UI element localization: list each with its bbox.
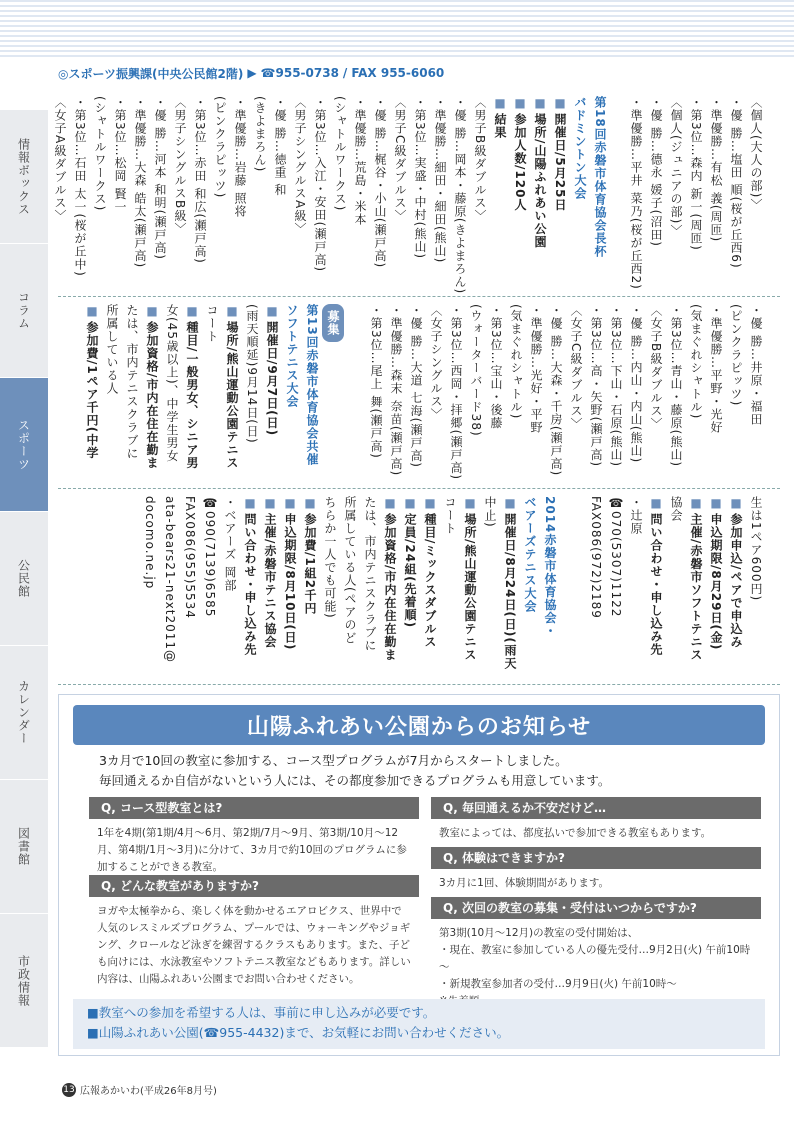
text-line: 〈男子C級ダブルス〉 xyxy=(393,96,407,223)
text-line: ・優 勝…梶谷・小山(瀬戸高) xyxy=(373,96,387,269)
divider xyxy=(58,488,780,489)
text-line: (シャトルワークス) xyxy=(333,96,347,212)
qa-worry xyxy=(431,797,761,842)
question-heading: Q, どんな教室がありますか? xyxy=(89,875,419,897)
notice-title: 山陽ふれあい公園からのお知らせ xyxy=(73,705,765,745)
text-line: (ピンクラピッツ) xyxy=(213,96,227,199)
text-line: ☎070(5307)1122 xyxy=(609,496,623,618)
tab-city-info[interactable]: 市政情報 xyxy=(0,914,48,1048)
text-line: ■ 参加資格/市内在住在勤ま xyxy=(380,496,400,678)
text-line: ☎090(7139)6585 xyxy=(203,496,217,618)
footnote-line: ■教室への参加を希望する人は、事前に申し込みが必要です。 xyxy=(87,1005,436,1020)
text-line: ・優 勝…大道 七海(瀬戸高) xyxy=(409,304,423,468)
text-line: ■ 参加費/1ペア千円(中学 xyxy=(82,304,102,484)
text-line: 中止) xyxy=(483,496,497,528)
separator: / xyxy=(342,66,348,80)
text-line: コート xyxy=(205,304,219,343)
answer-text: 第3期(10月～12月)の教室の受付開始は、 xyxy=(439,927,639,939)
text-line: ■ 参加費/1組2千円 xyxy=(300,496,320,678)
text-line: (気まぐれシャトル) xyxy=(689,304,703,420)
divider xyxy=(58,684,780,685)
event-title: 2014赤磐市体育協会・ xyxy=(543,496,557,638)
text-line: ・準優勝…大森 皓太(瀬戸高) xyxy=(133,96,147,269)
text-line: ■ 問い合わせ・申し込み先 xyxy=(646,496,666,678)
text-line: ・優 勝…内山・内山(熊山) xyxy=(629,304,643,464)
text-line: ■ 開催日/9月7日(日) xyxy=(262,304,282,484)
text-line: ■ 参加申込/ペアで申込み xyxy=(726,496,746,678)
text-line: ・準優勝…光好・平野 xyxy=(529,304,543,434)
text-line: ■ 場所/熊山運動公園テニス xyxy=(460,496,480,678)
text-line: ・優 勝…井原・福田 xyxy=(749,304,763,426)
text-line: (ピンクラピッツ) xyxy=(729,304,743,407)
text-line: ata-bears21-next2011@ xyxy=(163,496,177,664)
text-line: ■ 定員/24組(先着順) xyxy=(400,496,420,678)
text-line: ・優 勝…河本 和明(瀬戸高) xyxy=(153,96,167,260)
question-heading: Q, 次回の教室の募集・受付はいつからですか? xyxy=(431,897,761,919)
text-line: ・第3位…森内 新一(周匝) xyxy=(689,96,703,251)
event-title: 第13回赤磐市体育協会共催 xyxy=(305,304,319,466)
event-title: バドミントン大会 xyxy=(573,96,587,200)
notice-intro xyxy=(99,751,759,791)
text-line: 所属している人 xyxy=(105,304,119,395)
side-tabs xyxy=(0,110,48,1048)
text-line: ■ 場所/熊山運動公園テニス xyxy=(222,304,242,484)
text-line: 〈女子A級ダブルス〉 xyxy=(53,96,67,223)
text-line: FAX086(955)5534 xyxy=(183,496,197,619)
text-line: ・優 勝…塩田 順(桜が丘西6) xyxy=(729,96,743,269)
answer-text: 3カ月に1回、体験期間があります。 xyxy=(439,877,610,889)
text-line: ・ベアーズ 岡部 xyxy=(223,496,237,592)
softtennis-column xyxy=(82,304,344,484)
tab-column[interactable]: コラム xyxy=(0,244,48,378)
publication-name: 広報あかいわ(平成26年8月号) xyxy=(80,1086,217,1097)
answer-text: ヨガや太極拳から、楽しく体を動かせるエアロビクス、世界中で人気のレスミルズプログラム、プールでは、ウォーキングやジョギング、クロールなど泳ぎを練習するクラスもあります。また、子ども向けには、水泳教室やソフトテニス教室などもあります。詳しい内容は、山陽ふれあい公園までお問い合わせください。 xyxy=(97,905,411,985)
qa-next-term xyxy=(431,897,761,1010)
text-line: ■ 種目/ミックスダブルス xyxy=(420,496,440,678)
text-line: 〈個人(大人の部)〉 xyxy=(749,96,763,212)
text-line: ・第3位…実盛・中村(熊山) xyxy=(413,96,427,259)
text-line: 〈男子シングルスB級〉 xyxy=(173,96,187,236)
results-column-middle xyxy=(366,304,766,484)
text-line: ・準優勝…平井 菜乃(桜が丘西2) xyxy=(629,96,643,290)
text-line: 〈女子シングルス〉 xyxy=(429,304,443,421)
badminton-column xyxy=(50,96,610,295)
boshu-badge: 募集 xyxy=(322,304,344,342)
text-line: docomo.ne.jp xyxy=(143,496,157,590)
text-line: ちらか一人でも可能) xyxy=(323,496,337,619)
qa-course xyxy=(89,797,419,876)
text-line: 女(45歳以上)、中学生男女 xyxy=(165,304,179,463)
text-line: ・第3位…宝山・後藤 xyxy=(489,304,503,430)
text-line: FAX086(972)2189 xyxy=(589,496,603,619)
softtennis-continued-column xyxy=(586,496,766,678)
text-line: ・準優勝…細田・細田(熊山) xyxy=(433,96,447,264)
text-line: ・辻原 xyxy=(629,496,643,535)
text-line: ■ 開催日/5月25日 xyxy=(550,96,570,286)
text-line: ・第3位…青山・藤原(熊山) xyxy=(669,304,683,467)
event-title: 第18回赤磐市体育協会長杯 xyxy=(593,96,607,258)
intro-line: 毎回通えるか自信がないという人には、その都度参加できるプログラムも用意しています。 xyxy=(99,773,611,788)
text-line: ・優 勝…德永 媛子(沼田) xyxy=(649,96,663,247)
fax-number: FAX 955-6060 xyxy=(351,66,445,80)
text-line: (ウォーターバード38) xyxy=(469,304,483,437)
text-line: たは、市内テニスクラブに xyxy=(125,304,139,460)
notice-footnotes xyxy=(73,999,765,1049)
results-column-right xyxy=(626,96,766,290)
text-line: 生は1ペア600円) xyxy=(749,496,763,602)
footnote-line: ■山陽ふれあい公園(☎955-4432)まで、お気軽にお問い合わせください。 xyxy=(87,1025,510,1040)
text-line: ・優 勝…大森・千房(瀬戸高) xyxy=(549,304,563,477)
text-line: 〈女子C級ダブルス〉 xyxy=(569,304,583,431)
bears-tennis-column xyxy=(140,496,560,678)
text-line: ・第3位…赤田 和広(瀬戸高) xyxy=(193,96,207,264)
text-line: ■ 主催/赤磐市テニス協会 xyxy=(260,496,280,678)
arrow-icon: ▶ xyxy=(247,66,257,80)
page-footer xyxy=(62,1082,217,1097)
text-line: ・第3位…西岡・拝郷(瀬戸高) xyxy=(449,304,463,480)
divider xyxy=(58,296,780,297)
question-heading: Q, コース型教室とは? xyxy=(89,797,419,819)
text-line: ■ 参加資格/市内在住在勤ま xyxy=(142,304,162,484)
tab-info-box[interactable]: 情報ボックス xyxy=(0,110,48,244)
text-line: ■ 参加人数/120人 xyxy=(510,96,530,286)
text-line: たは、市内テニスクラブに xyxy=(363,496,377,652)
tab-library[interactable]: 図書館 xyxy=(0,780,48,914)
answer-item: ・新規教室参加者の受付…9月9日(火) 午前10時～ xyxy=(439,978,677,990)
tab-kominkan[interactable]: 公民館 xyxy=(0,512,48,646)
dept-name: ◎スポーツ振興課(中央公民館2階) xyxy=(58,66,244,81)
text-line: ・第3位…下山・石原(熊山) xyxy=(609,304,623,467)
qa-classes xyxy=(89,875,419,988)
text-line: 協会 xyxy=(669,496,683,522)
intro-line: 3カ月で10回の教室に参加する、コース型プログラムが7月からスタートしました。 xyxy=(99,753,568,768)
text-line: (気まぐれシャトル) xyxy=(509,304,523,420)
text-line: ・第3位…高・矢野(瀬戸高) xyxy=(589,304,603,467)
text-line: ・第3位…尾上 舞(瀬戸高) xyxy=(369,304,383,459)
text-line: ■ 結果 xyxy=(490,96,510,286)
text-line: ・準優勝…荒島・米本 xyxy=(353,96,367,226)
text-line: ・第3位…松岡 賢一 xyxy=(113,96,127,214)
text-line: ・第3位…石田 太一(桜が丘中) xyxy=(73,96,87,277)
answer-item: ・現在、教室に参加している人の優先受付…9月2日(火) 午前10時～ xyxy=(439,944,751,973)
page-number: 13 xyxy=(63,1084,75,1095)
answer-text: 1年を4期(第1期/4月～6月、第2期/7月～9月、第3期/10月～12月、第4期/1月～3月)に分けて、3カ月で約10回のプログラムに参加することができる教室。 xyxy=(97,827,407,873)
text-line: ■ 申込期限/8月29日(金) xyxy=(706,496,726,678)
text-line: ・優 勝…徳重 和 xyxy=(273,96,287,197)
text-line: ・準優勝…森末 奈苗(瀬戸高) xyxy=(389,304,403,477)
text-line: 〈個人(ジュニアの部)〉 xyxy=(669,96,683,238)
answer-text: 教室によっては、都度払いで参加できる教室もあります。 xyxy=(439,827,712,839)
text-line: コート xyxy=(443,496,457,535)
text-line: 〈女子B級ダブルス〉 xyxy=(649,304,663,431)
text-line: (雨天順延)9月14日(日) xyxy=(245,304,259,444)
question-heading: Q, 体験はできますか? xyxy=(431,847,761,869)
park-notice xyxy=(58,694,780,1056)
tab-sports[interactable]: スポーツ xyxy=(0,378,48,512)
text-line: ・第3位…入江・安田(瀬戸高) xyxy=(313,96,327,272)
text-line: ・優 勝…岡本・藤原(きよまろん) xyxy=(453,96,467,295)
event-title: ベアーズテニス大会 xyxy=(523,496,537,613)
text-line: ・準優勝…有松 義(周匝) xyxy=(709,96,723,243)
qa-trial xyxy=(431,847,761,892)
text-line: ■ 場所/山陽ふれあい公園 xyxy=(530,96,550,286)
text-line: ■ 開催日/8月24日(日)(雨天 xyxy=(500,496,520,678)
text-line: (シャトルワークス) xyxy=(93,96,107,212)
text-line: ・準優勝…岩藤 照将 xyxy=(233,96,247,218)
tab-calendar[interactable]: カレンダー xyxy=(0,646,48,780)
text-line: ■ 種目/一般男女、シニア男 xyxy=(182,304,202,484)
text-line: 〈男子シングルスA級〉 xyxy=(293,96,307,236)
text-line: (きよまろん) xyxy=(253,96,267,173)
contact-bar xyxy=(58,62,778,84)
text-line: ・準優勝…平野・光好 xyxy=(709,304,723,434)
text-line: ■ 主催/赤磐市ソフトテニス xyxy=(686,496,706,678)
question-heading: Q, 毎回通えるか不安だけど… xyxy=(431,797,761,819)
text-line: 〈男子B級ダブルス〉 xyxy=(473,96,487,223)
tel-number: ☎955-0738 xyxy=(260,66,339,80)
boshu-badge-wrap xyxy=(322,304,344,484)
header-stripes xyxy=(0,0,794,58)
text-line: ■ 問い合わせ・申し込み先 xyxy=(240,496,260,678)
event-title: ソフトテニス大会 xyxy=(285,304,299,408)
text-line: ■ 申込期限/8月10日(日) xyxy=(280,496,300,678)
text-line: 所属している人(ペアのど xyxy=(343,496,357,645)
